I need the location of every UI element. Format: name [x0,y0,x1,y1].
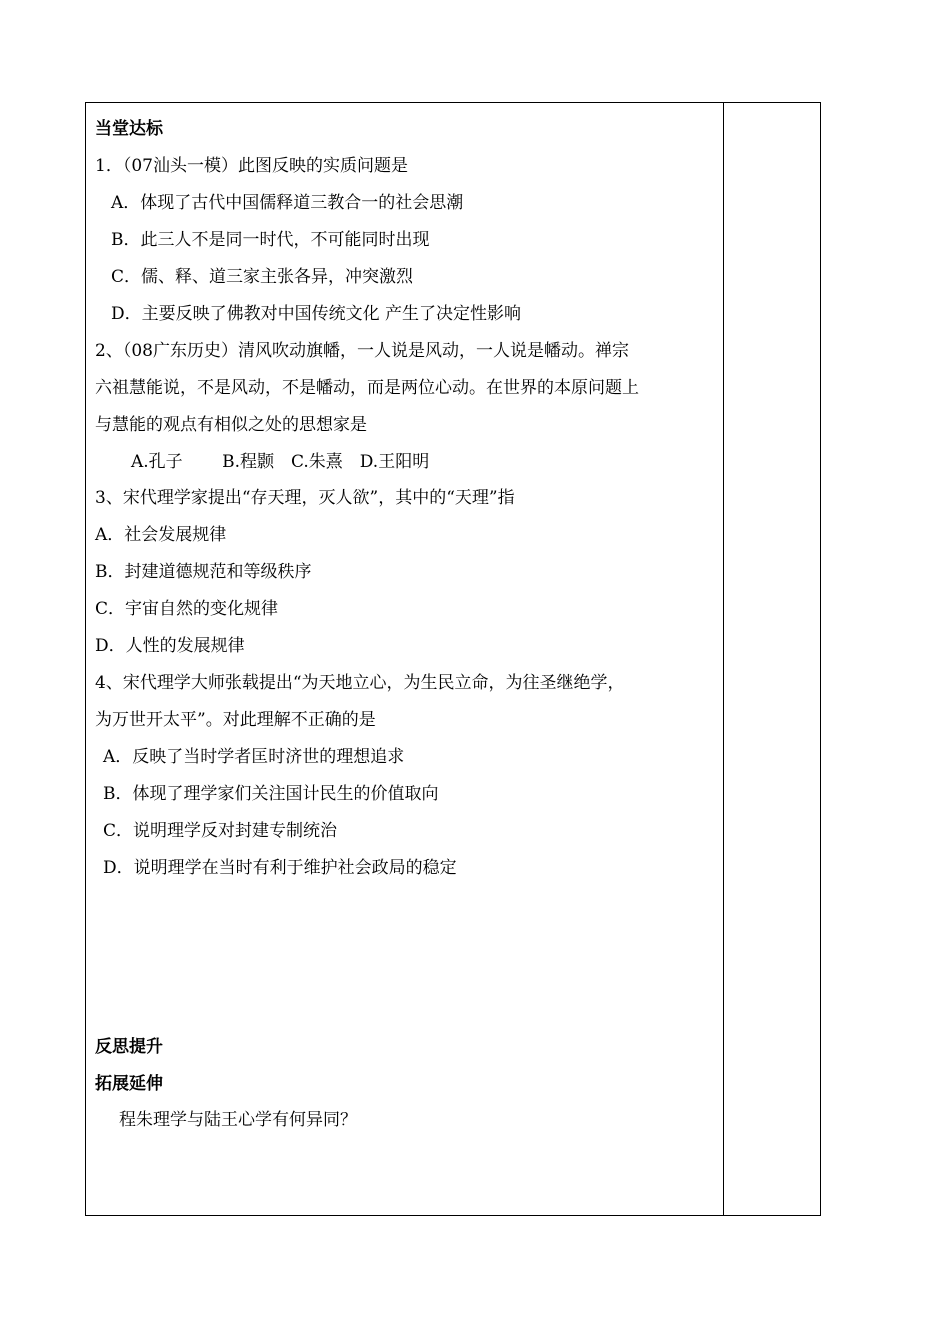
q3-option-b: B．封建道德规范和等级秩序 [95,562,312,582]
q2-stem-line-3: 与慧能的观点有相似之处的思想家是 [95,415,367,435]
q3-option-c: C．宇宙自然的变化规律 [95,599,279,619]
q1-option-d: D．主要反映了佛教对中国传统文化 产生了决定性影响 [111,304,522,324]
section-heading-practice: 当堂达标 [95,119,163,139]
q3-option-a: A．社会发展规律 [95,525,227,545]
q3-stem: 3、宋代理学家提出“存天理，灭人欲”，其中的“天理”指 [95,488,515,508]
q1-stem: 1．（07汕头一模）此图反映的实质问题是 [95,156,408,176]
extension-question: 程朱理学与陆王心学有何异同？ [119,1110,357,1130]
q2-stem-line-2: 六祖慧能说，不是风动，不是幡动，而是两位心动。在世界的本原问题上 [95,378,639,398]
q4-option-d: D．说明理学在当时有利于维护社会政局的稳定 [103,858,457,878]
q1-option-c: C．儒、释、道三家主张各异，冲突激烈 [111,267,414,287]
section-heading-reflection: 反思提升 [95,1037,163,1057]
q4-option-c: C．说明理学反对封建专制统治 [103,821,338,841]
q2-options: A.孔子 B.程颢 C.朱熹 D.王阳明 [131,452,430,472]
q4-option-b: B．体现了理学家们关注国计民生的价值取向 [103,784,439,804]
q2-stem-line-1: 2、（08广东历史）清风吹动旗幡，一人说是风动，一人说是幡动。禅宗 [95,341,629,361]
q3-option-d: D．人性的发展规律 [95,636,245,656]
q4-stem-line-1: 4、宋代理学大师张载提出“为天地立心，为生民立命，为往圣继绝学， [95,673,625,693]
table-column-divider [723,102,724,1216]
section-heading-extension: 拓展延伸 [95,1074,163,1094]
q4-stem-line-2: 为万世开太平”。对此理解不正确的是 [95,710,376,730]
q4-option-a: A．反映了当时学者匡时济世的理想追求 [103,747,405,767]
q1-option-b: B．此三人不是同一时代，不可能同时出现 [111,230,430,250]
q1-option-a: A．体现了古代中国儒释道三教合一的社会思潮 [111,193,464,213]
